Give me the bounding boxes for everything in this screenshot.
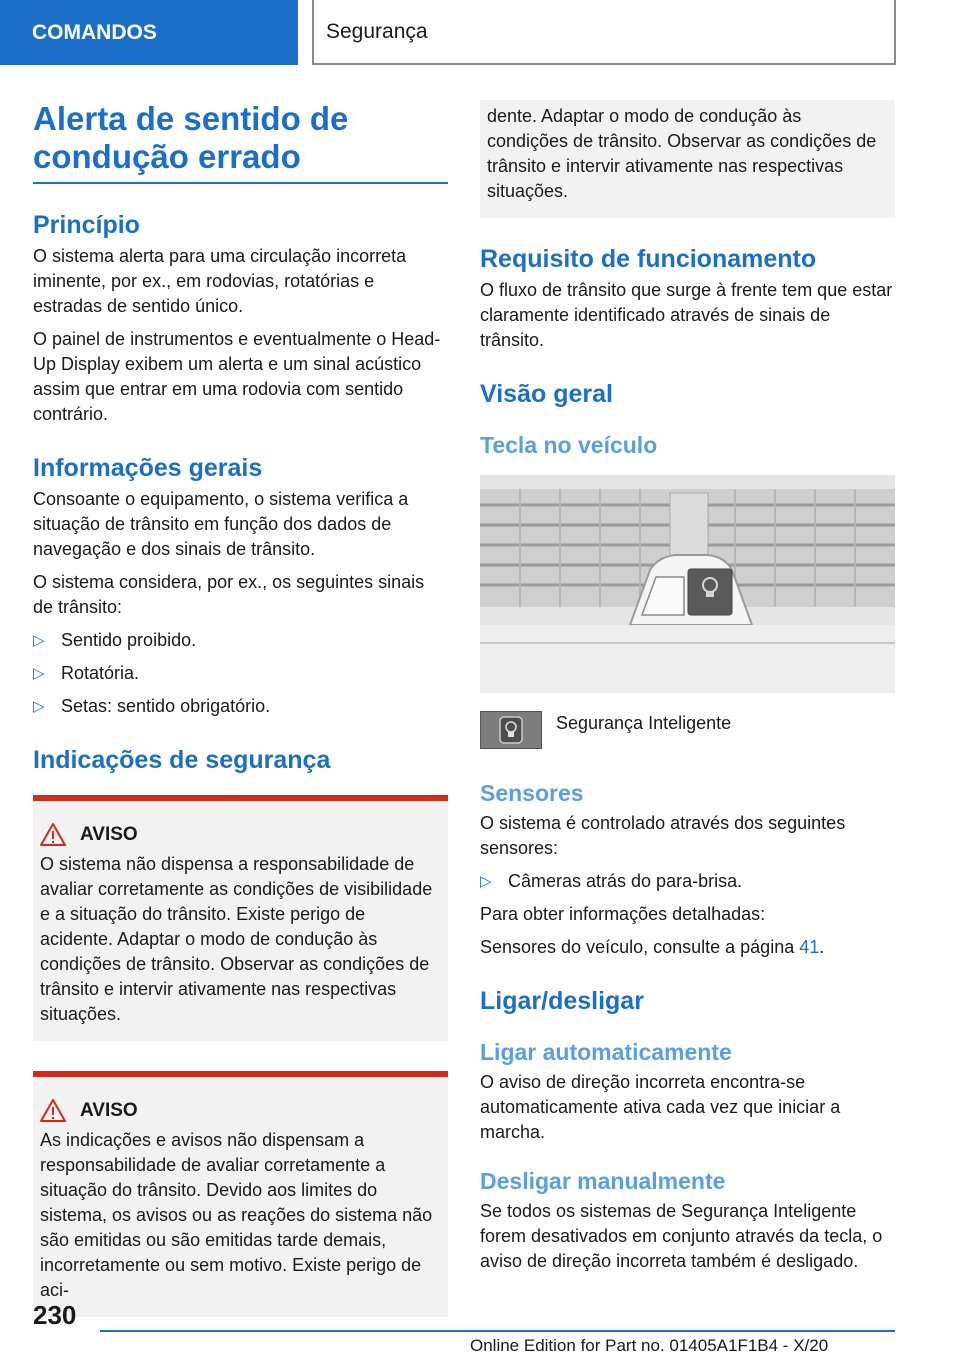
- list-item: ▷ Rotatória.: [33, 661, 448, 686]
- page-title: Alerta de sentido de condução errado: [33, 100, 448, 184]
- warning-box-2-continued: [480, 100, 895, 218]
- warning-title: AVISO: [80, 1099, 138, 1121]
- sensors-text-2: Para obter informações detalhadas:: [480, 904, 766, 924]
- page-link[interactable]: 41: [799, 937, 820, 957]
- principle-text-1: O sistema alerta para uma circulação incorreta iminente, por ex., em rodovias, rotatórias e estradas de sentido único.: [33, 246, 407, 316]
- page-number: 230: [33, 1300, 77, 1330]
- auto-on-text: O aviso de direção incorreta encontra-se automaticamente ativa cada vez que iniciar a marcha.: [480, 1072, 841, 1142]
- section-label: COMANDOS: [32, 20, 157, 44]
- general-text-1: Consoante o equipamento, o sistema verifica a situação de trânsito em função dos dados de navegação e dos sinais de trânsito.: [33, 489, 409, 559]
- warning-triangle-icon: [40, 1099, 66, 1122]
- general-text-2: O sistema considera, por ex., os seguintes sinais de trânsito:: [33, 572, 425, 617]
- manual-off-heading: Desligar manualmente: [480, 1168, 726, 1194]
- principle-text-2: O painel de instrumentos e eventualmente o Head-Up Display exibem um alerta e um sinal acústico assim que entrar em uma rodovia com sentido contrário.: [33, 329, 441, 424]
- warning-text: O sistema não dispensa a responsabilidade de avaliar corretamente as condições de visibilidade e a situação do trânsito. Existe perigo de acidente. Adaptar o modo de condução às condições de trânsito. Observar as condições de trânsito e intervir ativamente nas respectivas situações.: [40, 854, 433, 1024]
- general-heading: Informações gerais: [33, 454, 263, 482]
- edition-footer: Online Edition for Part no. 01405A1F1B4 - X/20: [470, 1336, 829, 1355]
- triangle-bullet-icon: ▷: [480, 873, 492, 890]
- warning-text: As indicações e avisos não dispensam a responsabilidade de avaliar corretamente a situação do trânsito. Devido aos limites do sistema, os avisos ou as reações do sistema não são emitidas ou são emitidas tarde demais, incorretamente ou sem motivo. Existe perigo de aci-: [40, 1130, 433, 1300]
- warning-box-1: [33, 795, 448, 1041]
- triangle-bullet-icon: ▷: [33, 665, 45, 682]
- auto-on-heading: Ligar automaticamente: [480, 1039, 732, 1065]
- triangle-bullet-icon: ▷: [33, 632, 45, 649]
- button-legend: [480, 711, 895, 749]
- sensors-list: [480, 869, 895, 894]
- overview-subheading: Tecla no veículo: [480, 432, 658, 458]
- section-tab: [0, 0, 298, 65]
- right-column: [480, 100, 895, 1282]
- safety-heading: Indicações de segurança: [33, 746, 331, 774]
- button-label: Segurança Inteligente: [556, 713, 732, 733]
- footer-rule: [100, 1330, 895, 1332]
- left-column: [33, 100, 448, 1317]
- warning-box-2: [33, 1071, 448, 1317]
- list-item: ▷ Câmeras atrás do para-brisa.: [480, 869, 895, 894]
- overview-heading: Visão geral: [480, 380, 613, 408]
- sensors-text-1: O sistema é controlado através dos seguintes sensores:: [480, 813, 846, 858]
- list-item: ▷ Setas: sentido obrigatório.: [33, 694, 448, 719]
- sensors-text-3: Sensores do veículo, consulte a página 41.: [480, 937, 825, 957]
- warning-triangle-icon: [40, 823, 66, 846]
- triangle-bullet-icon: ▷: [33, 698, 45, 715]
- chapter-label: Segurança: [326, 19, 428, 43]
- requirement-text: O fluxo de trânsito que surge à frente tem que estar claramente identificado através de sinais de trânsito.: [480, 280, 893, 350]
- requirement-heading: Requisito de funcionamento: [480, 245, 817, 273]
- warning-text-continued: dente. Adaptar o modo de condução às condições de trânsito. Observar as condições de trânsito e intervir ativamente nas respectivas situações.: [487, 106, 877, 201]
- onoff-heading: Ligar/desligar: [480, 987, 644, 1015]
- manual-off-text: Se todos os sistemas de Segurança Inteligente forem desativados em conjunto através da tecla, o aviso de direção incorreta também é desligado.: [480, 1201, 883, 1271]
- sensors-heading: Sensores: [480, 780, 584, 806]
- chapter-tab: [312, 0, 896, 65]
- traffic-signs-list: [33, 628, 448, 719]
- intelligent-safety-button-icon: [480, 711, 542, 749]
- vehicle-button-photo: [480, 475, 895, 693]
- principle-heading: Princípio: [33, 211, 140, 239]
- list-item: ▷ Sentido proibido.: [33, 628, 448, 653]
- warning-title: AVISO: [80, 823, 138, 845]
